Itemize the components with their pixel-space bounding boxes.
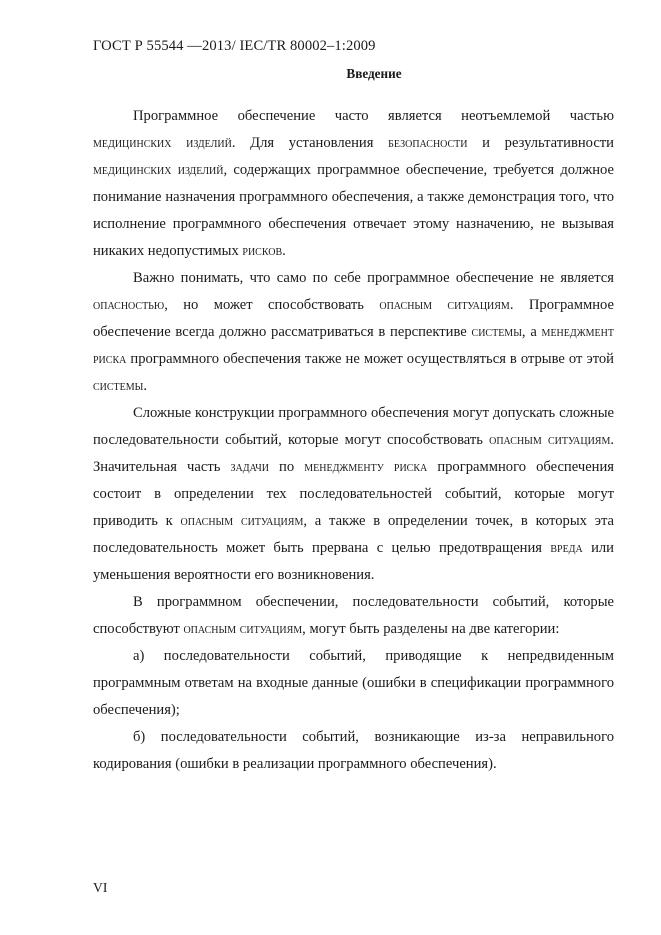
defined-term: менеджменту риска [304,459,428,475]
defined-term: системы [471,324,522,340]
text-segment: и результативности [467,135,614,151]
defined-term: опасным ситуациям [183,621,303,637]
defined-term: системы [93,378,144,394]
paragraph [93,643,614,724]
defined-term: задачи [230,459,269,475]
defined-term: безопасности [388,135,468,151]
text-segment: программного обеспечения состоит в определении тех последовательностей событий, которые могут приводить к [93,459,615,529]
text-segment: , а [521,324,542,340]
paragraph [93,265,614,400]
defined-term: опасностью [93,297,165,313]
text-segment: Программное обеспечение часто является неотъемлемой частью [133,108,614,124]
text-segment: , могут быть разделены на две категории: [302,621,560,637]
text-segment: программного обеспечения также не может осуществляться в отрыве от этой [126,351,614,367]
text-segment: . Программное обеспечение всегда должно рассматриваться в перспективе [93,297,614,340]
document-code-header: ГОСТ Р 55544 —2013/ IEC/TR 80002–1:2009 [93,38,376,54]
section-title: Введение [346,66,402,81]
text-segment: б) последовательности событий, возникающие из-за неправильного кодирования (ошибки в реализации программного обеспечения). [93,729,614,772]
defined-term: опасным ситуациям [379,297,510,313]
text-segment: а) последовательности событий, приводящие к непредвиденным программным ответам на входные данные (ошибки в спецификации программного обеспечения); [93,648,614,718]
defined-term: опасным ситуациям [489,432,611,448]
defined-term: рисков [242,243,283,259]
document-body [93,103,614,778]
paragraph [93,400,614,589]
text-segment: . Значительная часть [93,432,615,475]
text-segment: , но может способствовать [164,297,380,313]
defined-term: вреда [550,540,583,556]
text-segment: или уменьшения вероятности его возникновения. [93,540,614,583]
text-segment: . [143,378,148,394]
defined-term: опасным ситуациям [180,513,304,529]
text-segment: . Для установления [231,135,389,151]
defined-term: медицинских изделий [93,162,224,178]
paragraph [93,724,614,778]
text-segment: , а также в определении точек, в которых эта последовательность может быть прервана с целью предотвращения [93,513,614,556]
defined-term: медицинских изделий [93,135,232,151]
paragraph [93,589,614,643]
page-number: VI [93,880,108,895]
text-segment: по [268,459,305,475]
text-segment: , содержащих программное обеспечение, требуется должное понимание назначения программного обеспечения, а также демонстрация того, что исполнение программного обеспечения отвечает этому назначению, не вызывая никаких недопустимых [93,162,614,259]
text-segment: . [282,243,286,259]
text-segment: В программном обеспечении, последовательности событий, которые способствуют [93,594,614,637]
text-segment: Важно понимать, что само по себе программное обеспечение не является [133,270,614,286]
defined-term: менеджмент риска [93,324,614,367]
paragraph [93,103,614,265]
text-segment: Сложные конструкции программного обеспечения могут допускать сложные последовательности событий, которые могут способствовать [93,405,614,448]
